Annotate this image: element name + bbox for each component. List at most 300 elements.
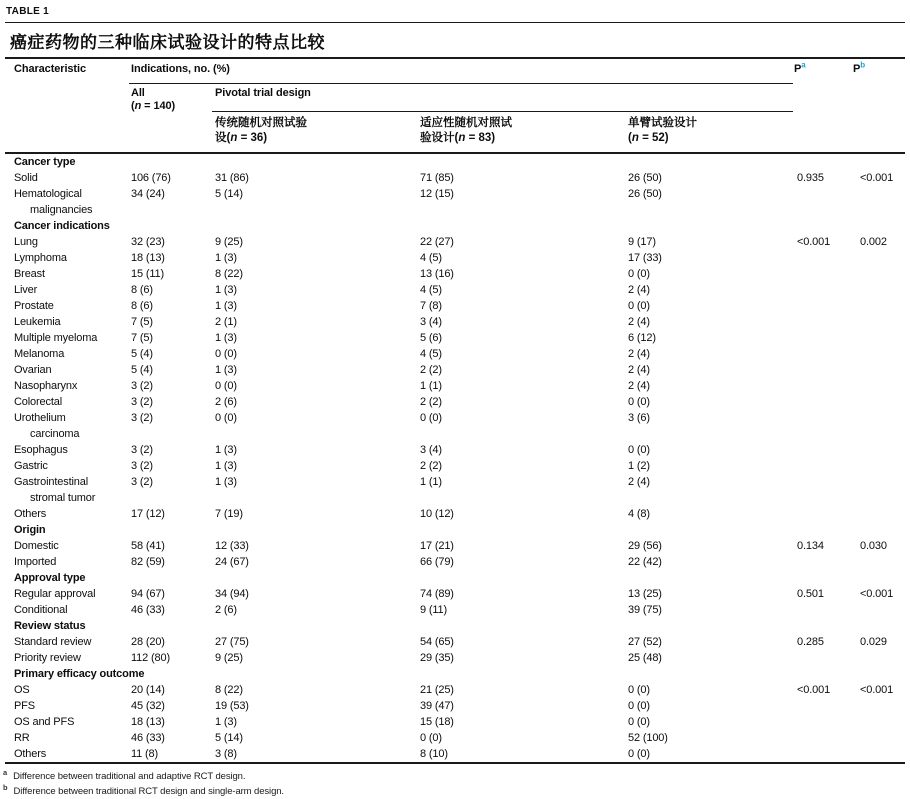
table-body bbox=[5, 153, 905, 762]
row-label-wrap: malignancies bbox=[30, 204, 93, 216]
cell-p-a: <0.001 bbox=[797, 236, 831, 248]
row-label-text: Gastric bbox=[14, 460, 48, 472]
cell-adaptive-rct: 21 (25) bbox=[420, 684, 454, 696]
cell-p-a: 0.134 bbox=[797, 540, 824, 552]
cell-adaptive-rct: 5 (6) bbox=[420, 332, 442, 344]
cell-adaptive-rct: 2 (2) bbox=[420, 396, 442, 408]
table-row bbox=[5, 298, 905, 314]
cell-p-b bbox=[852, 714, 905, 730]
row-label-text: Priority review bbox=[14, 652, 81, 664]
cell-p-b bbox=[852, 282, 905, 298]
table-row bbox=[5, 474, 905, 506]
cell-single-arm: 0 (0) bbox=[628, 396, 650, 408]
row-label bbox=[5, 474, 129, 506]
table-row bbox=[5, 266, 905, 282]
table-title: 癌症药物的三种临床试验设计的特点比较 bbox=[10, 33, 325, 52]
cell-p-a bbox=[793, 330, 852, 346]
cell-p-a: 0.285 bbox=[797, 636, 824, 648]
cell-p-b bbox=[852, 314, 905, 330]
cell-p-b bbox=[852, 458, 905, 474]
cell-single-arm: 2 (4) bbox=[628, 316, 650, 328]
table-row bbox=[5, 602, 905, 618]
cell-p-b bbox=[852, 554, 905, 570]
cell-adaptive-rct: 54 (65) bbox=[420, 636, 454, 648]
row-label bbox=[5, 714, 129, 730]
row-label-text: RR bbox=[14, 732, 30, 744]
cell-all: 18 (13) bbox=[131, 252, 165, 264]
cell-p-b: <0.001 bbox=[860, 172, 894, 184]
footnotes bbox=[3, 769, 905, 799]
cell-all: 8 (6) bbox=[131, 300, 153, 312]
table-header bbox=[5, 59, 905, 153]
row-label bbox=[5, 266, 129, 282]
cell-p-b bbox=[852, 378, 905, 394]
cell-single-arm: 0 (0) bbox=[628, 268, 650, 280]
row-label-text: Breast bbox=[14, 268, 45, 280]
cell-p-a bbox=[793, 554, 852, 570]
cell-p-a: 0.935 bbox=[797, 172, 824, 184]
table-row bbox=[5, 698, 905, 714]
cell-traditional-rct: 0 (0) bbox=[215, 380, 237, 392]
cell-adaptive-rct: 0 (0) bbox=[420, 732, 442, 744]
cell-p-a bbox=[793, 730, 852, 746]
section-header-row bbox=[5, 666, 905, 682]
cell-p-a bbox=[793, 650, 852, 666]
cell-all: 94 (67) bbox=[131, 588, 165, 600]
cell-traditional-rct: 1 (3) bbox=[215, 252, 237, 264]
table-label: TABLE 1 bbox=[6, 6, 50, 17]
cell-all: 46 (33) bbox=[131, 732, 165, 744]
cell-adaptive-rct: 2 (2) bbox=[420, 460, 442, 472]
cell-all: 3 (2) bbox=[131, 380, 153, 392]
row-label bbox=[5, 538, 129, 554]
cell-all: 34 (24) bbox=[131, 188, 165, 200]
table-row bbox=[5, 330, 905, 346]
cell-adaptive-rct: 4 (5) bbox=[420, 284, 442, 296]
footnote bbox=[3, 769, 905, 784]
cell-p-b bbox=[852, 730, 905, 746]
rule-table-bottom bbox=[5, 762, 905, 764]
row-label-text: Melanoma bbox=[14, 348, 65, 360]
row-label bbox=[5, 250, 129, 266]
cell-adaptive-rct: 15 (18) bbox=[420, 716, 454, 728]
row-label bbox=[5, 682, 129, 698]
table-row bbox=[5, 714, 905, 730]
row-label bbox=[5, 186, 129, 218]
cell-p-b bbox=[852, 330, 905, 346]
cell-all: 15 (11) bbox=[131, 268, 164, 280]
cell-all: 7 (5) bbox=[131, 332, 153, 344]
row-label-text: Esophagus bbox=[14, 444, 68, 456]
cell-traditional-rct: 2 (6) bbox=[215, 396, 237, 408]
col-header-traditional-rct: 传统随机对照试验 设(n = 36) bbox=[212, 112, 420, 154]
cell-single-arm: 2 (4) bbox=[628, 476, 650, 488]
row-label-text: Domestic bbox=[14, 540, 59, 552]
row-label-wrap: stromal tumor bbox=[30, 492, 96, 504]
cell-adaptive-rct: 2 (2) bbox=[420, 364, 442, 376]
row-label-text: Lung bbox=[14, 236, 38, 248]
row-label bbox=[5, 410, 129, 442]
cell-p-a bbox=[793, 714, 852, 730]
cell-all: 11 (8) bbox=[131, 748, 159, 760]
cell-single-arm: 2 (4) bbox=[628, 348, 650, 360]
row-label-text: Gastrointestinal bbox=[14, 476, 89, 488]
p-b-label: P bbox=[853, 63, 861, 75]
cell-traditional-rct: 8 (22) bbox=[215, 684, 243, 696]
cell-all: 18 (13) bbox=[131, 716, 165, 728]
cell-adaptive-rct: 17 (21) bbox=[420, 540, 454, 552]
cell-all: 58 (41) bbox=[131, 540, 165, 552]
cell-single-arm: 3 (6) bbox=[628, 412, 650, 424]
row-label bbox=[5, 586, 129, 602]
row-label-text: Standard review bbox=[14, 636, 92, 648]
cell-traditional-rct: 12 (33) bbox=[215, 540, 249, 552]
cell-single-arm: 4 (8) bbox=[628, 508, 650, 520]
cell-adaptive-rct: 4 (5) bbox=[420, 348, 442, 360]
row-label bbox=[5, 298, 129, 314]
table-row bbox=[5, 650, 905, 666]
cell-all: 5 (4) bbox=[131, 364, 153, 376]
section-title: Cancer type bbox=[14, 156, 76, 168]
cell-single-arm: 29 (56) bbox=[628, 540, 662, 552]
cell-all: 82 (59) bbox=[131, 556, 165, 568]
cell-all: 46 (33) bbox=[131, 604, 165, 616]
row-label bbox=[5, 634, 129, 650]
cell-p-b bbox=[852, 298, 905, 314]
cell-adaptive-rct: 10 (12) bbox=[420, 508, 454, 520]
cell-p-a: 0.501 bbox=[797, 588, 824, 600]
cell-single-arm: 0 (0) bbox=[628, 716, 650, 728]
row-label bbox=[5, 698, 129, 714]
table-row bbox=[5, 410, 905, 442]
cell-single-arm: 0 (0) bbox=[628, 700, 650, 712]
col-header-indications: Indications, no. (%) bbox=[129, 59, 793, 84]
row-label bbox=[5, 362, 129, 378]
cell-p-a bbox=[793, 602, 852, 618]
cell-single-arm: 17 (33) bbox=[628, 252, 662, 264]
row-label bbox=[5, 442, 129, 458]
cell-p-b: <0.001 bbox=[860, 684, 894, 696]
row-label bbox=[5, 746, 129, 762]
cell-single-arm: 0 (0) bbox=[628, 300, 650, 312]
cell-adaptive-rct: 7 (8) bbox=[420, 300, 442, 312]
cell-p-b bbox=[852, 442, 905, 458]
cell-traditional-rct: 27 (75) bbox=[215, 636, 249, 648]
cell-p-b bbox=[852, 186, 905, 218]
row-label-text: Urothelium bbox=[14, 412, 66, 424]
row-label-text: Nasopharynx bbox=[14, 380, 78, 392]
row-label bbox=[5, 314, 129, 330]
cell-traditional-rct: 9 (25) bbox=[215, 236, 243, 248]
cell-single-arm: 25 (48) bbox=[628, 652, 662, 664]
cell-traditional-rct: 3 (8) bbox=[215, 748, 237, 760]
row-label-text: Regular approval bbox=[14, 588, 96, 600]
cell-p-b bbox=[852, 698, 905, 714]
cell-p-a bbox=[793, 698, 852, 714]
all-label: All bbox=[131, 87, 145, 99]
cell-p-a bbox=[793, 394, 852, 410]
cell-all: 3 (2) bbox=[131, 460, 153, 472]
col-header-adaptive-rct: 适应性随机对照试 验设计(n = 83) bbox=[420, 112, 628, 154]
cell-all: 45 (32) bbox=[131, 700, 165, 712]
cell-adaptive-rct: 3 (4) bbox=[420, 444, 442, 456]
row-label-text: OS and PFS bbox=[14, 716, 75, 728]
cell-traditional-rct: 24 (67) bbox=[215, 556, 249, 568]
cell-p-a bbox=[793, 378, 852, 394]
cell-p-b bbox=[852, 394, 905, 410]
characteristics-table bbox=[5, 59, 905, 762]
row-label-text: Ovarian bbox=[14, 364, 52, 376]
row-label bbox=[5, 330, 129, 346]
row-label-text: Liver bbox=[14, 284, 38, 296]
cell-p-a bbox=[793, 314, 852, 330]
row-label-text: Solid bbox=[14, 172, 38, 184]
cell-p-a bbox=[793, 474, 852, 506]
cell-adaptive-rct: 13 (16) bbox=[420, 268, 454, 280]
row-label bbox=[5, 458, 129, 474]
footnote bbox=[3, 784, 905, 799]
cell-single-arm: 27 (52) bbox=[628, 636, 662, 648]
row-label-text: Imported bbox=[14, 556, 57, 568]
cell-traditional-rct: 34 (94) bbox=[215, 588, 249, 600]
row-label-text: Lymphoma bbox=[14, 252, 67, 264]
cell-p-b bbox=[852, 362, 905, 378]
row-label-text: OS bbox=[14, 684, 30, 696]
cell-traditional-rct: 1 (3) bbox=[215, 332, 237, 344]
cell-traditional-rct: 2 (1) bbox=[215, 316, 237, 328]
cell-all: 7 (5) bbox=[131, 316, 153, 328]
footnote-text: Difference between traditional and adaptive RCT design. bbox=[13, 771, 246, 782]
table-row bbox=[5, 554, 905, 570]
cell-single-arm: 22 (42) bbox=[628, 556, 662, 568]
cell-single-arm: 9 (17) bbox=[628, 236, 656, 248]
cell-adaptive-rct: 71 (85) bbox=[420, 172, 454, 184]
table-row bbox=[5, 730, 905, 746]
table-row bbox=[5, 314, 905, 330]
cell-single-arm: 0 (0) bbox=[628, 444, 650, 456]
cell-traditional-rct: 5 (14) bbox=[215, 732, 243, 744]
col-header-p-a bbox=[793, 59, 852, 153]
cell-single-arm: 39 (75) bbox=[628, 604, 662, 616]
p-b-superscript: b bbox=[860, 60, 866, 70]
row-label bbox=[5, 602, 129, 618]
section-title: Cancer indications bbox=[14, 220, 110, 232]
cell-single-arm: 0 (0) bbox=[628, 748, 650, 760]
cell-all: 20 (14) bbox=[131, 684, 165, 696]
p-a-superscript: a bbox=[801, 60, 806, 70]
cell-traditional-rct: 5 (14) bbox=[215, 188, 243, 200]
table-row bbox=[5, 186, 905, 218]
table-row bbox=[5, 282, 905, 298]
row-label bbox=[5, 346, 129, 362]
cell-p-a bbox=[793, 282, 852, 298]
cell-p-b bbox=[852, 266, 905, 282]
header-row-1 bbox=[5, 59, 905, 84]
cell-p-a bbox=[793, 298, 852, 314]
row-label-wrap: carcinoma bbox=[30, 428, 80, 440]
cell-p-a bbox=[793, 266, 852, 282]
cell-all: 8 (6) bbox=[131, 284, 153, 296]
cell-p-b bbox=[852, 650, 905, 666]
cell-p-a bbox=[793, 362, 852, 378]
section-header-row bbox=[5, 218, 905, 234]
table-row bbox=[5, 458, 905, 474]
row-label-text: PFS bbox=[14, 700, 35, 712]
cell-adaptive-rct: 4 (5) bbox=[420, 252, 442, 264]
cell-adaptive-rct: 0 (0) bbox=[420, 412, 442, 424]
cell-p-b: 0.029 bbox=[860, 636, 887, 648]
row-label bbox=[5, 282, 129, 298]
cell-adaptive-rct: 3 (4) bbox=[420, 316, 442, 328]
footnote-marker: a bbox=[3, 767, 8, 777]
cell-all: 3 (2) bbox=[131, 412, 153, 424]
row-label bbox=[5, 394, 129, 410]
cell-single-arm: 2 (4) bbox=[628, 284, 650, 296]
row-label-text: Conditional bbox=[14, 604, 68, 616]
cell-p-a: <0.001 bbox=[797, 684, 831, 696]
table-row bbox=[5, 682, 905, 698]
row-label bbox=[5, 378, 129, 394]
table-row bbox=[5, 506, 905, 522]
cell-traditional-rct: 1 (3) bbox=[215, 444, 237, 456]
section-title: Primary efficacy outcome bbox=[14, 668, 145, 680]
cell-traditional-rct: 1 (3) bbox=[215, 284, 237, 296]
row-label-text: Others bbox=[14, 508, 47, 520]
cell-p-b bbox=[852, 474, 905, 506]
cell-p-b bbox=[852, 506, 905, 522]
cell-traditional-rct: 1 (3) bbox=[215, 300, 237, 312]
cell-p-b: 0.002 bbox=[860, 236, 887, 248]
table-row bbox=[5, 378, 905, 394]
cell-adaptive-rct: 39 (47) bbox=[420, 700, 454, 712]
cell-single-arm: 1 (2) bbox=[628, 460, 650, 472]
row-label-text: Colorectal bbox=[14, 396, 63, 408]
table-row bbox=[5, 362, 905, 378]
cell-p-a bbox=[793, 746, 852, 762]
cell-all: 3 (2) bbox=[131, 444, 153, 456]
cell-traditional-rct: 0 (0) bbox=[215, 412, 237, 424]
row-label-text: Multiple myeloma bbox=[14, 332, 98, 344]
cell-p-a bbox=[793, 458, 852, 474]
col-header-characteristic: Characteristic bbox=[5, 59, 129, 153]
cell-p-b bbox=[852, 410, 905, 442]
cell-traditional-rct: 1 (3) bbox=[215, 716, 237, 728]
cell-traditional-rct: 8 (22) bbox=[215, 268, 243, 280]
row-label bbox=[5, 650, 129, 666]
table-row bbox=[5, 394, 905, 410]
table-row bbox=[5, 746, 905, 762]
cell-p-a bbox=[793, 410, 852, 442]
cell-p-a bbox=[793, 506, 852, 522]
row-label-text: Leukemia bbox=[14, 316, 61, 328]
cell-adaptive-rct: 9 (11) bbox=[420, 604, 448, 616]
cell-all: 28 (20) bbox=[131, 636, 165, 648]
cell-traditional-rct: 0 (0) bbox=[215, 348, 237, 360]
all-n: (n = 140) bbox=[131, 100, 176, 112]
table-row bbox=[5, 586, 905, 602]
cell-traditional-rct: 1 (3) bbox=[215, 364, 237, 376]
cell-p-a bbox=[793, 186, 852, 218]
cell-single-arm: 13 (25) bbox=[628, 588, 662, 600]
col-header-p-b bbox=[852, 59, 905, 153]
footnote-marker: b bbox=[3, 782, 8, 792]
cell-adaptive-rct: 1 (1) bbox=[420, 380, 442, 392]
table-row bbox=[5, 634, 905, 650]
cell-adaptive-rct: 1 (1) bbox=[420, 476, 442, 488]
cell-all: 3 (2) bbox=[131, 396, 153, 408]
table-row bbox=[5, 346, 905, 362]
section-header-row bbox=[5, 153, 905, 170]
cell-p-b bbox=[852, 602, 905, 618]
cell-all: 32 (23) bbox=[131, 236, 165, 248]
cell-single-arm: 6 (12) bbox=[628, 332, 656, 344]
col-header-single-arm: 单臂试验设计 (n = 52) bbox=[628, 112, 793, 154]
section-header-row bbox=[5, 570, 905, 586]
cell-p-b bbox=[852, 746, 905, 762]
cell-all: 5 (4) bbox=[131, 348, 153, 360]
cell-traditional-rct: 1 (3) bbox=[215, 460, 237, 472]
cell-traditional-rct: 1 (3) bbox=[215, 476, 237, 488]
cell-single-arm: 26 (50) bbox=[628, 172, 662, 184]
p-a-label: P bbox=[794, 63, 802, 75]
table-row bbox=[5, 538, 905, 554]
col-header-pivotal-trial-design: Pivotal trial design bbox=[212, 84, 793, 112]
cell-adaptive-rct: 66 (79) bbox=[420, 556, 454, 568]
cell-traditional-rct: 7 (19) bbox=[215, 508, 243, 520]
cell-adaptive-rct: 12 (15) bbox=[420, 188, 454, 200]
cell-adaptive-rct: 8 (10) bbox=[420, 748, 448, 760]
row-label-text: Prostate bbox=[14, 300, 54, 312]
cell-traditional-rct: 19 (53) bbox=[215, 700, 249, 712]
row-label bbox=[5, 506, 129, 522]
cell-adaptive-rct: 74 (89) bbox=[420, 588, 454, 600]
cell-p-a bbox=[793, 250, 852, 266]
cell-p-a bbox=[793, 442, 852, 458]
cell-p-b bbox=[852, 346, 905, 362]
cell-single-arm: 2 (4) bbox=[628, 380, 650, 392]
table-row bbox=[5, 442, 905, 458]
cell-single-arm: 52 (100) bbox=[628, 732, 668, 744]
cell-all: 3 (2) bbox=[131, 476, 153, 488]
section-header-row bbox=[5, 618, 905, 634]
cell-traditional-rct: 2 (6) bbox=[215, 604, 237, 616]
cell-single-arm: 0 (0) bbox=[628, 684, 650, 696]
cell-p-b: 0.030 bbox=[860, 540, 887, 552]
row-label-text: Others bbox=[14, 748, 47, 760]
row-label-text: Hematological bbox=[14, 188, 82, 200]
row-label bbox=[5, 554, 129, 570]
cell-p-b bbox=[852, 250, 905, 266]
section-title: Review status bbox=[14, 620, 86, 632]
row-label bbox=[5, 170, 129, 186]
table-row bbox=[5, 170, 905, 186]
cell-traditional-rct: 9 (25) bbox=[215, 652, 243, 664]
cell-all: 112 (80) bbox=[131, 652, 170, 664]
row-label bbox=[5, 730, 129, 746]
section-title: Origin bbox=[14, 524, 46, 536]
cell-adaptive-rct: 22 (27) bbox=[420, 236, 454, 248]
col-header-all bbox=[129, 84, 212, 154]
section-title: Approval type bbox=[14, 572, 86, 584]
cell-all: 106 (76) bbox=[131, 172, 171, 184]
table-row bbox=[5, 250, 905, 266]
cell-traditional-rct: 31 (86) bbox=[215, 172, 249, 184]
cell-single-arm: 2 (4) bbox=[628, 364, 650, 376]
cell-single-arm: 26 (50) bbox=[628, 188, 662, 200]
row-label bbox=[5, 234, 129, 250]
cell-p-a bbox=[793, 346, 852, 362]
footnote-text: Difference between traditional RCT design and single-arm design. bbox=[13, 786, 284, 797]
